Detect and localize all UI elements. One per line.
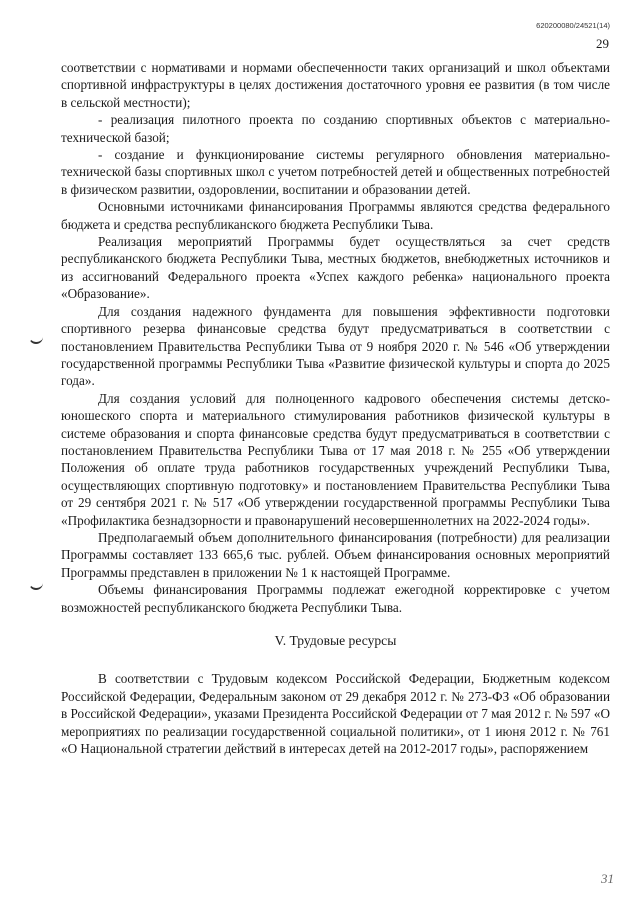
list-item: - реализация пилотного проекта по созданию спортивных объектов с материально-технической базой;: [61, 112, 610, 145]
handwritten-page-number: 31: [601, 871, 614, 886]
list-item: - создание и функционирование системы регулярного обновления материально-технической базы спортивных школ с учетом потребностей детей и общественных потребностей в физическом развитии, оздоровлении, воспитании и образовании детей.: [61, 147, 610, 197]
paragraph: Реализация мероприятий Программы будет осуществляться за счет средств республиканского бюджета Республики Тыва, местных бюджетов, внебюджетных источников и из ассигнований Федерального проекта «Успех каждого ребенка» национального проекта «Образование».: [61, 234, 610, 302]
section-heading: V. Трудовые ресурсы: [274, 633, 397, 648]
paragraph: Предполагаемый объем дополнительного финансирования (потребности) для реализации Программы составляет 133 665,6 тыс. рублей. Объем финансирования основных мероприятий Программы представлен в приложении № 1 к настоящей Программе.: [61, 529, 610, 580]
document-id: 620200080/24521(14): [536, 21, 610, 30]
paragraph: Для создания надежного фундамента для повышения эффективности подготовки спортивного резерва финансовые средства будут предусматриваться в соответствии с постановлением Правительства Республики Тыва от 9 ноября 2020 г. № 546 «Об утверждении государственной программы Республики Тыва «Развитие физической культуры и спорта до 2025 года».: [61, 303, 610, 389]
paragraph: Основными источниками финансирования Программы являются средства федерального бюджета и средства республиканского бюджета Республики Тыва.: [61, 199, 610, 232]
page-number: 29: [596, 36, 609, 51]
document-body: [61, 59, 610, 757]
paragraph: Для создания условий для полноценного кадрового обеспечения системы детско-юношеского спорта и материального стимулирования работников физической культуры в системе образования и спорта финансовые средства будут предусматриваться в соответствии с постановлением Правительства Республики Тыва от 17 мая 2018 г. № 255 «Об утверждении Положения об оплате труда работников государственных учреждений Республики Тыва, осуществляющих спортивную подготовку» и постановлением Правительства Республики Тыва от 29 сентября 2021 г. № 517 «Об утверждении государственной программы Республики Тыва «Профилактика безнадзорности и правонарушений несовершеннолетних на 2022-2024 годы».: [61, 390, 610, 528]
paragraph: В соответствии с Трудовым кодексом Российской Федерации, Бюджетным кодексом Российской Федерации, Федеральным законом от 29 декабря 2012 г. № 273-ФЗ «Об образовании в Российской Федерации», указами Президента Российской Федерации от 7 мая 2012 г. № 597 «О мероприятиях по реализации государственной социальной политики», от 1 июня 2012 г. № 761 «О Национальной стратегии действий в интересах детей на 2012-2017 годы», распоряжением: [61, 671, 610, 757]
paragraph: Объемы финансирования Программы подлежат ежегодной корректировке с учетом возможностей республиканского бюджета Республики Тыва.: [61, 582, 610, 615]
margin-pen-mark: [29, 582, 43, 590]
paragraph: соответствии с нормативами и нормами обеспеченности таких организаций и школ объектами спортивной инфраструктуры в целях достижения достаточного уровня ее развития (в том числе в сельской местности);: [61, 60, 610, 110]
margin-pen-mark: [29, 336, 43, 344]
